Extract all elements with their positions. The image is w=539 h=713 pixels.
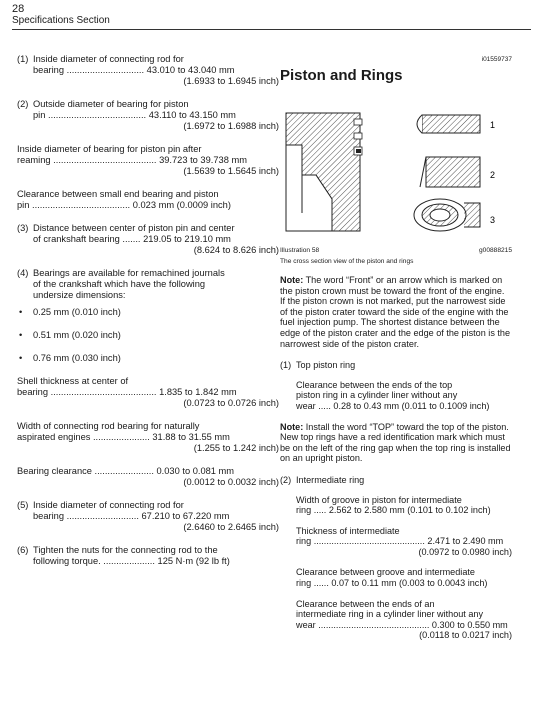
spec-text: reaming ........................................ 39.723 to 39.738 mm [17,155,247,165]
spec-text: Shell thickness at center of [17,376,129,386]
spec-item-4 [17,268,279,301]
callout-number: (2) [280,474,292,485]
piston-section [286,113,362,231]
spec-value: (0.0723 to 0.0726 inch) [183,398,279,408]
spec-value: (0.0972 to 0.0980 inch) [418,546,512,557]
spec-text: pin ...................................... 0.023 mm (0.0009 inch) [17,200,231,210]
piston-cross-section-diagram [280,103,512,243]
spec-text: Clearance between the ends of an [296,598,435,609]
right-column [280,54,512,651]
spec-item-5 [17,500,279,533]
illustration-code: g00888215 [478,247,512,254]
spec-value: (0.0118 to 0.0217 inch) [419,630,512,641]
callout-number: (2) [17,99,29,109]
spec-value: (0.0012 to 0.0032 inch) [183,477,279,487]
spec-item-3 [17,223,279,256]
callout-number: (6) [17,545,29,555]
header-rule [12,29,531,30]
note-label: Note: [280,275,304,285]
spec-text: piston ring in a cylinder liner without any [296,390,458,401]
subsection-label: Top piston ring [296,360,356,371]
spec-text: wear ..... 0.28 to 0.43 mm (0.011 to 0.1009 inch) [296,400,490,411]
callout-number: (1) [280,360,292,371]
bullet-icon: • [19,330,23,340]
illustration-label: Illustration 58 [280,247,320,254]
spec-text: Tighten the nuts for the connecting rod to the [33,545,218,555]
section-title: Specifications Section [12,15,110,26]
spec-value: (8.624 to 8.626 inch) [193,245,279,255]
spec-text: aspirated engines ...................... 31.88 to 31.55 mm [17,432,230,442]
spec-text: Distance between center of piston pin and center [33,223,235,233]
callout-3: 3 [490,215,496,225]
illustration-description: The cross section view of the piston and rings [280,258,414,265]
spec-value: (1.5639 to 1.5645 inch) [183,166,279,176]
callout-number: (3) [17,223,29,233]
spec-text: Bearing clearance ....................... 0.030 to 0.081 mm [17,466,235,476]
bullet-icon: • [19,307,23,317]
note-front [280,275,512,349]
subsection-label: Intermediate ring [296,474,365,485]
spec-item-6 [17,545,279,567]
spec-text: following torque. .................... 125 N·m (92 lb ft) [33,556,230,566]
note-label: Note: [280,421,304,432]
spec-text: bearing ............................ 67.210 to 67.220 mm [33,511,230,521]
spec-groove-width [280,495,512,516]
spec-text: intermediate ring in a cylinder liner without any [296,609,484,620]
spec-text: Width of connecting rod bearing for naturally [17,421,200,431]
spec-item-bearing-clearance [17,466,279,488]
callout-number: (1) [17,54,29,64]
spec-text: Bearings are available for remachined journals [33,268,225,278]
illustration-caption [280,246,512,255]
spec-value: (1.6933 to 1.6945 inch) [183,76,279,86]
callout-number: (4) [17,268,29,278]
spec-item-2 [17,99,279,132]
spec-text: ring ............................................ 2.471 to 2.490 mm [296,536,504,547]
spec-text: wear ............................................ 0.300 to 0.550 mm [296,619,508,630]
spec-value: (2.6460 to 2.6465 inch) [183,522,279,532]
spec-ring-end-gap [280,599,512,641]
callout-1: 1 [490,120,496,130]
spec-groove-clearance [280,567,512,588]
spec-text: ring ...... 0.07 to 0.11 mm (0.003 to 0.0043 inch) [296,578,488,589]
spec-text: Clearance between the ends of the top [296,379,453,390]
spec-item-shell-thickness [17,376,279,409]
page-number: 28 [12,3,25,15]
spec-text: of the crankshaft which have the following [33,279,206,289]
undersize-bullet-2 [17,330,279,341]
spec-item-bearing-width [17,421,279,454]
spec-text: Inside diameter of connecting rod for [33,500,184,510]
spec-value: (1.6972 to 1.6988 inch) [183,121,279,131]
spec-text: of crankshaft bearing ....... 219.05 to 219.10 mm [33,234,231,244]
spec-ring-thickness [280,526,512,558]
document-id: i01559737 [481,56,512,63]
spec-text: bearing ......................................... 1.835 to 1.842 mm [17,387,237,397]
undersize-bullet-1 [17,307,279,318]
callout-number: (5) [17,500,29,510]
bullet-text: 0.51 mm (0.020 inch) [33,330,121,340]
subsection-intermediate-ring [280,475,512,486]
spec-text: Inside diameter of connecting rod for [33,54,184,64]
spec-text: bearing .............................. 43.010 to 43.040 mm [33,65,235,75]
undersize-bullet-3 [17,353,279,364]
note-text: Install the word “TOP” toward the top of the piston. New top rings have a red identification mark which must be on the left of the ring gap when the top ring is installed on an upright piston. [280,421,511,464]
spec-value: (1.255 to 1.242 inch) [193,443,279,453]
note-text: The word “Front” or an arrow which is marked on the piston crown must be toward the front of the engine. If the piston crown is not marked, put the narrowest side of the piston crater toward the side of the engine with the fuel injection pump. The shortest distance between the edge of the piston crater and the edge of the piston is the narrowest side of the piston crater. [280,275,511,349]
spec-text: Width of groove in piston for intermediate [296,494,462,505]
spec-item-pin-bore [17,144,279,177]
spec-item-1 [17,54,279,87]
intermediate-ring-profile [420,157,495,187]
callout-2: 2 [490,170,496,180]
left-column [17,54,279,579]
note-top [280,422,512,464]
piston-ring-illustration [280,103,512,243]
spec-text: Outside diameter of bearing for piston [33,99,189,109]
spec-text: Clearance between groove and intermediate [296,567,475,578]
section-heading: Piston and Rings [280,67,403,84]
bullet-icon: • [19,353,23,363]
top-ring-profile [417,115,495,133]
spec-text: Clearance between small end bearing and piston [17,189,219,199]
spec-text: Inside diameter of bearing for piston pin after [17,144,202,154]
spec-item-pin-clearance [17,189,279,211]
bullet-text: 0.25 mm (0.010 inch) [33,307,121,317]
spec-top-ring-gap [280,380,512,412]
oil-ring-profile [414,199,495,231]
bullet-text: 0.76 mm (0.030 inch) [33,353,121,363]
page-header [12,3,532,27]
spec-text: undersize dimensions: [33,290,126,300]
spec-text: pin ...................................... 43.110 to 43.150 mm [33,110,236,120]
subsection-top-ring [280,360,512,371]
spec-text: ring ..... 2.562 to 2.580 mm (0.101 to 0.102 inch) [296,505,491,516]
spec-text: Thickness of intermediate [296,525,400,536]
